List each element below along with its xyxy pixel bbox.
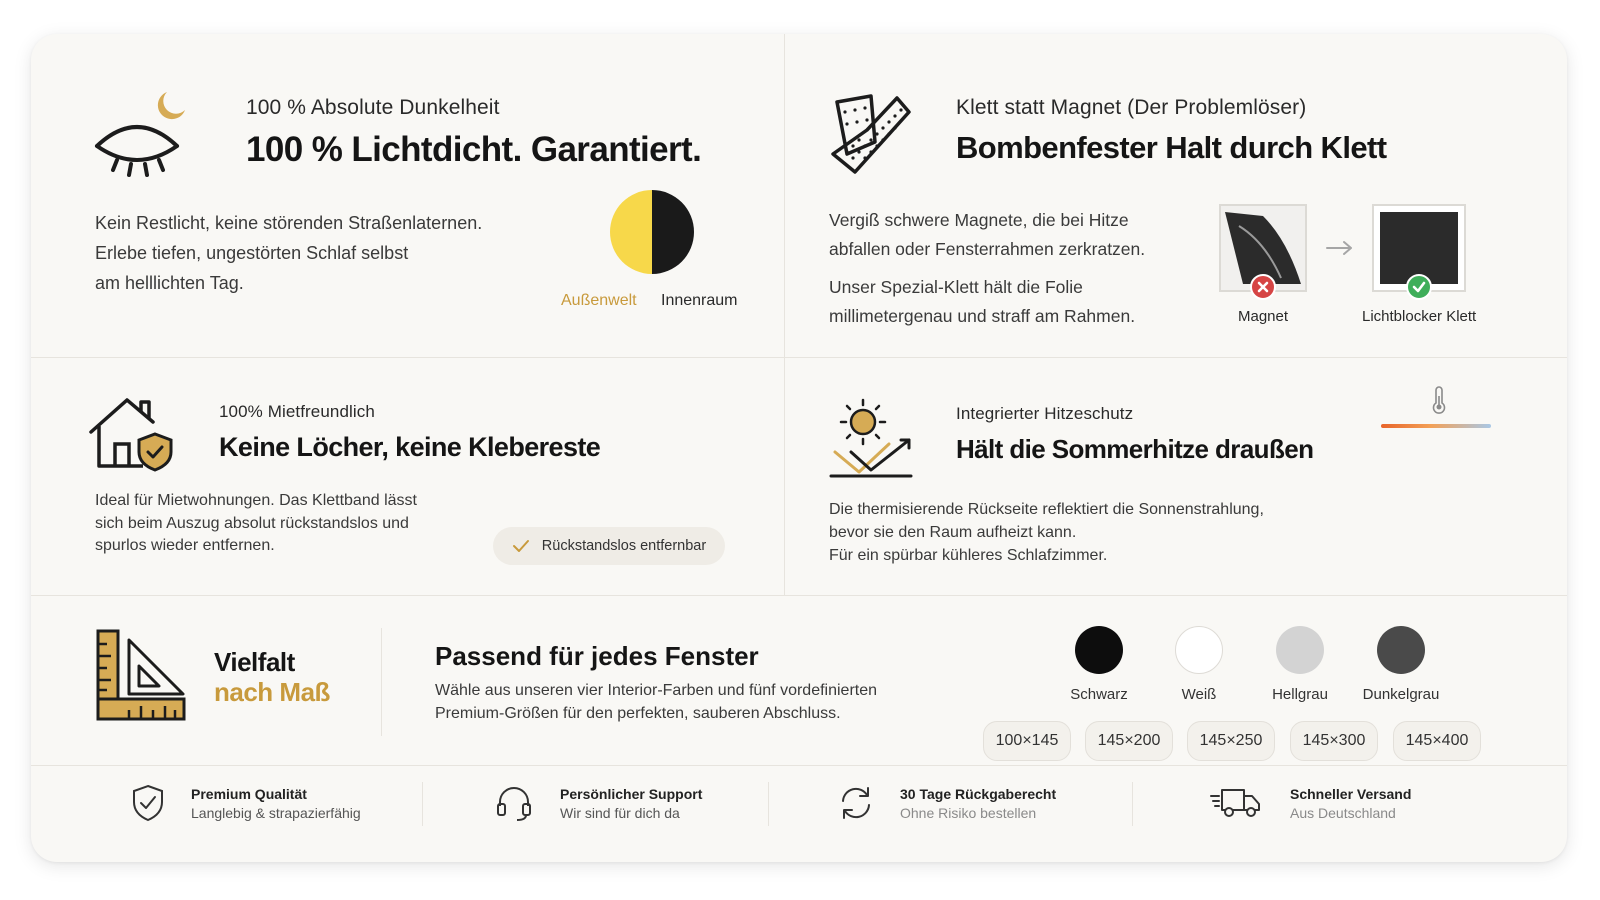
footer-item-returns: 30 Tage Rückgaberecht Ohne Risiko bestellen bbox=[900, 786, 1057, 821]
darkness-body: Kein Restlicht, keine störenden Straßenlaternen. Erlebe tiefen, ungestörten Schlaf selbst am helllichten Tag. bbox=[95, 213, 483, 293]
sun-reflect-icon bbox=[829, 396, 915, 480]
residue-free-badge: Rückstandslos entfernbar bbox=[493, 527, 725, 565]
divider-row-2 bbox=[31, 595, 1567, 596]
color-label-dark-gray: Dunkelgrau bbox=[1362, 686, 1440, 703]
velcro-strip-icon bbox=[827, 92, 913, 178]
label-velcro: Lichtblocker Klett bbox=[1362, 308, 1477, 325]
temperature-gradient-bar bbox=[1381, 424, 1491, 428]
divider-variety bbox=[381, 628, 382, 736]
label-magnet: Magnet bbox=[1238, 308, 1289, 325]
color-swatch-white[interactable] bbox=[1175, 626, 1223, 674]
color-swatch-black[interactable] bbox=[1075, 626, 1123, 674]
color-swatch-dark-gray[interactable] bbox=[1377, 626, 1425, 674]
rental-kicker: 100% Mietfreundlich bbox=[219, 402, 375, 421]
rental-headline: Keine Löcher, keine Klebereste bbox=[219, 432, 601, 462]
ruler-triangle-icon bbox=[95, 628, 187, 722]
variety-headline: Passend für jedes Fenster bbox=[435, 641, 759, 671]
size-option-145x300[interactable]: 145×300 bbox=[1290, 721, 1378, 761]
footer-item-shipping: Schneller Versand Aus Deutschland bbox=[1290, 786, 1412, 821]
size-option-145x400[interactable]: 145×400 bbox=[1393, 721, 1481, 761]
truck-icon bbox=[1210, 786, 1262, 820]
feature-card bbox=[31, 34, 1567, 862]
footer-divider-1 bbox=[422, 782, 423, 826]
darkness-kicker: 100 % Absolute Dunkelheit bbox=[246, 96, 500, 119]
velcro-kicker: Klett statt Magnet (Der Problemlöser) bbox=[956, 96, 1307, 119]
headset-icon bbox=[495, 784, 533, 822]
label-inside: Innenraum bbox=[661, 292, 738, 309]
velcro-body-2: Unser Spezial-Klett hält die Folie millimetergenau und straff am Rahmen. bbox=[829, 277, 1136, 326]
color-swatch-light-gray[interactable] bbox=[1276, 626, 1324, 674]
refresh-icon bbox=[837, 784, 875, 822]
footer-item-quality: Premium Qualität Langlebig & strapazierfähig bbox=[191, 786, 361, 821]
size-option-145x250[interactable]: 145×250 bbox=[1187, 721, 1275, 761]
size-option-100x145[interactable]: 100×145 bbox=[983, 721, 1071, 761]
heat-body: Die thermisierende Rückseite reflektiert die Sonnenstrahlung, bevor sie den Raum aufheizt kann. Für ein spürbar kühleres Schlafzimmer. bbox=[829, 501, 1264, 564]
size-option-145x200[interactable]: 145×200 bbox=[1085, 721, 1173, 761]
label-outside: Außenwelt bbox=[561, 292, 637, 309]
rental-body: Ideal für Mietwohnungen. Das Klettband lässt sich beim Auszug absolut rückstandslos und spurlos wieder entfernen. bbox=[95, 492, 417, 554]
eye-moon-icon bbox=[93, 88, 193, 178]
heat-headline: Hält die Sommerhitze draußen bbox=[956, 434, 1314, 464]
color-label-white: Weiß bbox=[1181, 686, 1217, 703]
footer-divider-3 bbox=[1132, 782, 1133, 826]
velcro-body-1: Vergiß schwere Magnete, die bei Hitze abfallen oder Fensterrahmen zerkratzen. bbox=[829, 210, 1146, 259]
light-dark-circle-icon bbox=[609, 189, 695, 275]
success-check-icon bbox=[1406, 274, 1432, 300]
thermometer-icon bbox=[1431, 386, 1447, 414]
check-icon bbox=[512, 539, 530, 553]
velcro-headline: Bombenfester Halt durch Klett bbox=[956, 130, 1387, 165]
footer-divider-2 bbox=[768, 782, 769, 826]
arrow-right-icon bbox=[1325, 238, 1355, 258]
divider-col bbox=[784, 34, 785, 595]
divider-row-3 bbox=[31, 765, 1567, 766]
color-label-light-gray: Hellgrau bbox=[1272, 686, 1328, 703]
variety-body: Wähle aus unseren vier Interior-Farben und fünf vordefinierten Premium-Größen für den perfekten, sauberen Abschluss. bbox=[435, 682, 878, 722]
shield-check-icon bbox=[131, 784, 165, 822]
color-label-black: Schwarz bbox=[1070, 686, 1128, 703]
heat-kicker: Integrierter Hitzeschutz bbox=[956, 404, 1134, 423]
error-x-icon bbox=[1250, 274, 1276, 300]
darkness-headline: 100 % Lichtdicht. Garantiert. bbox=[246, 130, 702, 169]
footer-item-support: Persönlicher Support Wir sind für dich da bbox=[560, 786, 703, 821]
divider-row-1 bbox=[31, 357, 1567, 358]
variety-title: Vielfalt nach Maß bbox=[214, 647, 330, 707]
house-shield-icon bbox=[87, 394, 173, 472]
